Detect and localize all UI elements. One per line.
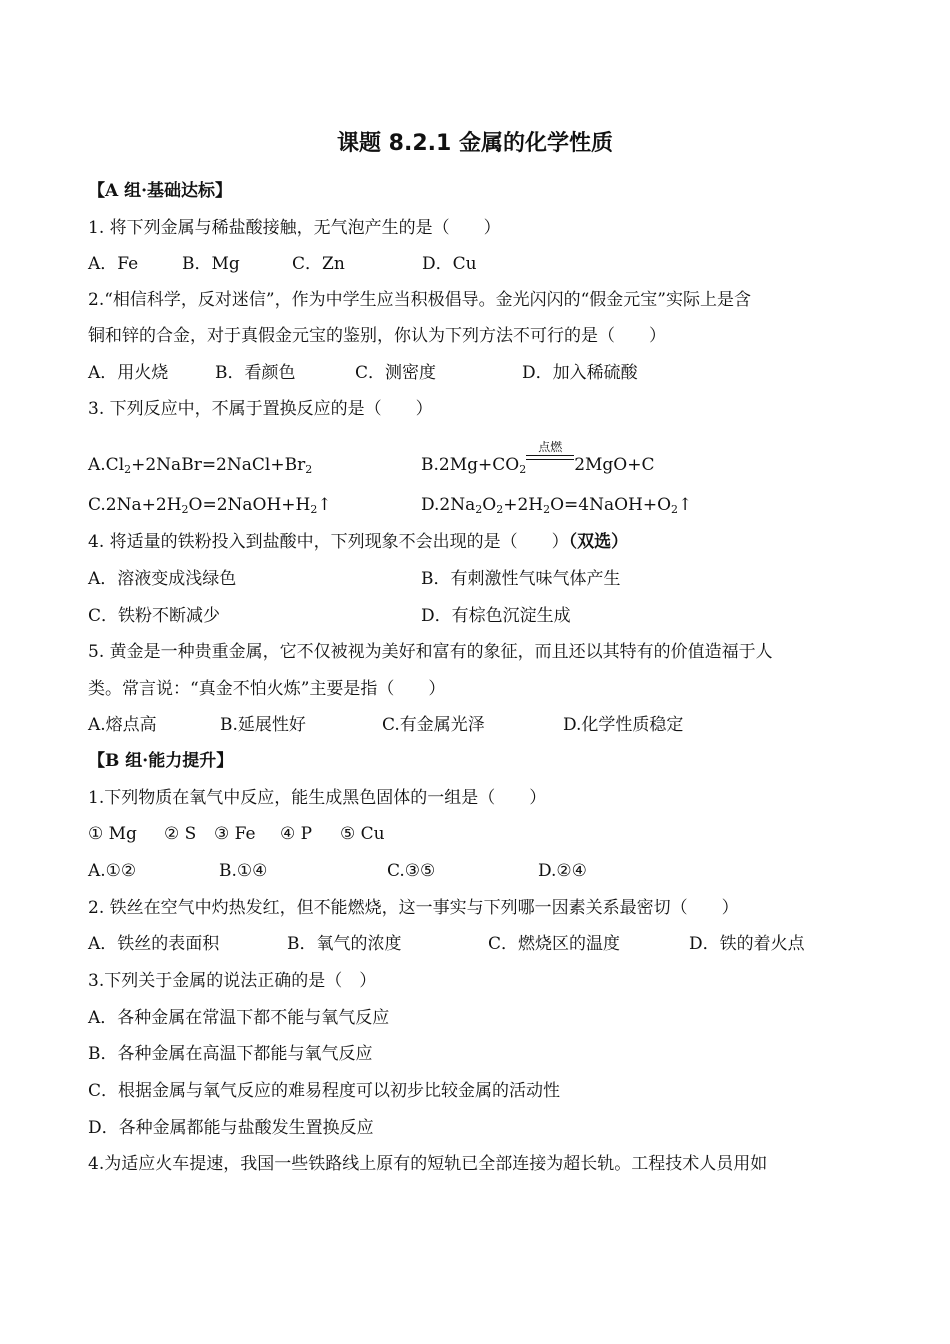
- b-q1-option-d: D.②④: [538, 861, 587, 881]
- a-q5-option-b: B.延展性好: [220, 715, 306, 735]
- b-q2-stem: 2. 铁丝在空气中灼热发红，但不能燃烧，这一事实与下列哪一因素关系最密切（ ）: [88, 898, 739, 918]
- a-q3-option-a: [88, 454, 312, 476]
- b-q1-option-a: A.①②: [88, 861, 137, 881]
- a-q4-tag: （双选）: [568, 532, 629, 552]
- eq-d-sub4: 2: [671, 503, 679, 516]
- a-q4-option-b: B．有刺激性气味气体产生: [421, 569, 621, 589]
- b-q3-option-a: A．各种金属在常温下都不能与氧气反应: [88, 1008, 390, 1028]
- b-q1-stem: 1.下列物质在氧气中反应，能生成黑色固体的一组是（ ）: [88, 788, 547, 808]
- b-q2-option-a: A．铁丝的表面积: [88, 934, 220, 954]
- a-q5-stem-line2: 类。常言说：“真金不怕火炼”主要是指（ ）: [88, 679, 446, 699]
- a-q2-stem-line2: 铜和锌的合金，对于真假金元宝的鉴别，你认为下列方法不可行的是（ ）: [88, 326, 666, 346]
- eq-d-part3: +2H: [503, 495, 544, 515]
- a-q1-option-c: C．Zn: [292, 254, 345, 274]
- a-q2-options: [88, 362, 638, 384]
- a-q4-option-d: D．有棕色沉淀生成: [421, 606, 571, 626]
- a-q5-option-a: A.熔点高: [88, 715, 157, 735]
- section-b-heading: 【B 组·能力提升】: [88, 751, 234, 771]
- eq-b-part1: B.2Mg+CO: [421, 455, 520, 475]
- eq-d-sub3: 2: [543, 503, 551, 516]
- a-q5-option-c: C.有金属光泽: [382, 715, 485, 735]
- equal-bar-bottom: [526, 459, 574, 460]
- eq-d-part2: O: [482, 495, 497, 515]
- a-q2-stem-line1: 2.“相信科学，反对迷信”，作为中学生应当积极倡导。金光闪闪的“假金元宝”实际上是含: [88, 290, 751, 310]
- eq-b-sub1: 2: [519, 463, 527, 476]
- b-q1-option-c: C.③⑤: [387, 861, 436, 881]
- eq-c-part3: ↑: [317, 495, 332, 515]
- a-q4-stem-line: [88, 531, 628, 553]
- a-q3-option-b: [421, 440, 655, 476]
- eq-c-sub2: 2: [310, 503, 318, 516]
- page-title: 课题 8.2.1 金属的化学性质: [337, 131, 613, 156]
- a-q4-option-a: A．溶液变成浅绿色: [88, 569, 237, 589]
- a-q2-option-c: C．测密度: [355, 363, 437, 383]
- eq-d-part1: D.2Na: [421, 495, 476, 515]
- a-q2-option-d: D．加入稀硫酸: [522, 363, 638, 383]
- eq-d-sub1: 2: [475, 503, 483, 516]
- a-q1-options: [88, 253, 477, 275]
- section-a-heading: 【A 组·基础达标】: [88, 181, 233, 201]
- a-q4-option-c: C．铁粉不断减少: [88, 606, 221, 626]
- a-q1-stem: 1. 将下列金属与稀盐酸接触，无气泡产生的是（ ）: [88, 218, 501, 238]
- b-q4-stem-line1: 4.为适应火车提速，我国一些铁路线上原有的短轨已全部连接为超长轨。工程技术人员用如: [88, 1154, 768, 1174]
- a-q1-option-a: A．Fe: [88, 254, 139, 274]
- b-q2-option-c: C．燃烧区的温度: [488, 934, 621, 954]
- eq-a-sub1: 2: [124, 463, 132, 476]
- b-q1-item-4: ④ P: [280, 824, 313, 844]
- eq-c-part2: O=2NaOH+H: [188, 495, 311, 515]
- eq-a-part1: A.Cl: [88, 455, 125, 475]
- b-q1-option-b: B.①④: [219, 861, 268, 881]
- a-q2-option-a: A．用火烧: [88, 363, 169, 383]
- eq-b-part2: 2MgO+C: [574, 455, 655, 475]
- b-q2-option-d: D．铁的着火点: [689, 934, 805, 954]
- a-q2-option-b: B．看颜色: [215, 363, 296, 383]
- b-q2-options: [88, 933, 805, 955]
- eq-c-part1: C.2Na+2H: [88, 495, 182, 515]
- reaction-condition-arrow: [526, 440, 574, 468]
- a-q1-option-b: B．Mg: [182, 254, 240, 274]
- a-q4-stem: 4. 将适量的铁粉投入到盐酸中，下列现象不会出现的是（ ）: [88, 532, 569, 552]
- b-q1-item-2: ② S: [164, 824, 197, 844]
- eq-a-sub2: 2: [305, 463, 313, 476]
- equal-bar-top: [526, 455, 574, 456]
- eq-c-sub1: 2: [181, 503, 189, 516]
- reaction-condition-label: 点燃: [538, 440, 563, 454]
- b-q1-item-3: ③ Fe: [214, 824, 256, 844]
- eq-d-sub2: 2: [496, 503, 504, 516]
- eq-d-part5: ↑: [678, 495, 693, 515]
- a-q3-stem: 3. 下列反应中，不属于置换反应的是（ ）: [88, 399, 433, 419]
- b-q3-option-c: C．根据金属与氧气反应的难易程度可以初步比较金属的活动性: [88, 1081, 561, 1101]
- a-q5-option-d: D.化学性质稳定: [563, 715, 684, 735]
- b-q1-items: [88, 823, 385, 845]
- eq-d-part4: O=4NaOH+O: [550, 495, 672, 515]
- b-q3-option-d: D．各种金属都能与盐酸发生置换反应: [88, 1118, 374, 1138]
- b-q3-stem: 3.下列关于金属的说法正确的是（ ）: [88, 971, 377, 991]
- eq-a-part2: +2NaBr=2NaCl+Br: [131, 455, 306, 475]
- b-q1-options: [88, 860, 587, 882]
- a-q5-stem-line1: 5. 黄金是一种贵重金属，它不仅被视为美好和富有的象征，而且还以其特有的价值造福于人: [88, 642, 773, 662]
- b-q2-option-b: B．氧气的浓度: [287, 934, 402, 954]
- a-q3-option-c: [88, 494, 332, 516]
- b-q3-option-b: B．各种金属在高温下都能与氧气反应: [88, 1044, 373, 1064]
- a-q3-option-d: [421, 494, 692, 516]
- a-q5-options: [88, 714, 683, 736]
- a-q1-option-d: D．Cu: [422, 254, 477, 274]
- b-q1-item-1: ① Mg: [88, 824, 137, 844]
- b-q1-item-5: ⑤ Cu: [340, 824, 385, 844]
